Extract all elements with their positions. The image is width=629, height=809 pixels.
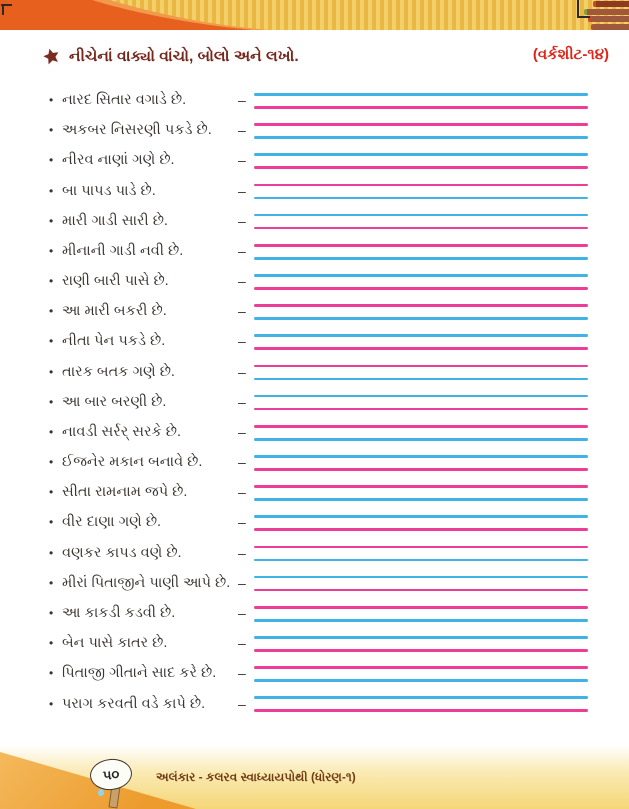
writing-line (254, 317, 588, 320)
sentence-row (0, 598, 629, 628)
dash-separator: – (238, 122, 246, 139)
sentence-text: વીર દાણા ગણે છે. (62, 514, 162, 531)
writing-line (254, 197, 588, 200)
writing-line (254, 515, 588, 518)
sentence-row (0, 236, 629, 266)
writing-lines (254, 145, 588, 175)
writing-line (254, 184, 588, 187)
sentence-row (0, 85, 629, 115)
sentence-row (0, 296, 629, 326)
writing-line (254, 498, 588, 501)
bullet-icon: • (49, 93, 54, 108)
sentence-list (0, 85, 629, 719)
sentence-row (0, 477, 629, 507)
sentence-row (0, 507, 629, 537)
sentence-text: સીતા રામનામ જપે છે. (62, 484, 188, 501)
writing-line (254, 227, 588, 230)
bullet-icon: • (49, 545, 54, 560)
writing-line (254, 274, 588, 277)
writing-lines (254, 417, 588, 447)
bullet-icon: • (49, 123, 54, 138)
bullet-icon: • (49, 636, 54, 651)
bullet-icon: • (49, 696, 54, 711)
book-bar (593, 1, 629, 7)
sentence-text: પિતાજી ગીતાને સાદ કરે છે. (62, 665, 217, 682)
sentence-text: રાણી બારી પાસે છે. (62, 273, 169, 290)
writing-line (254, 455, 588, 458)
writing-lines (254, 628, 588, 658)
bullet-icon: • (49, 153, 54, 168)
sentence-row (0, 688, 629, 718)
book-bar (591, 24, 629, 30)
dash-separator: – (238, 393, 246, 410)
sentence-text: આ બાર બરણી છે. (62, 393, 167, 410)
writing-line (254, 485, 588, 488)
page-number: ૫૦ (102, 765, 120, 783)
writing-line (254, 528, 588, 531)
bullet-icon: • (49, 606, 54, 620)
dash-separator: – (238, 182, 246, 199)
bullet-icon: • (49, 575, 54, 590)
dash-separator: – (238, 695, 246, 712)
writing-line (254, 666, 588, 669)
writing-lines (254, 568, 588, 598)
dash-separator: – (238, 514, 246, 531)
writing-lines (254, 477, 588, 507)
crop-mark (577, 0, 579, 17)
star-icon (42, 47, 61, 66)
writing-line (254, 576, 588, 579)
writing-lines (254, 598, 588, 628)
sentence-text: પરાગ કરવતી વડે કાપે છે. (62, 695, 206, 712)
dash-separator: – (238, 423, 246, 440)
top-band (0, 0, 629, 30)
dash-separator: – (238, 574, 246, 591)
dash-separator: – (238, 273, 246, 290)
worksheet-number-label: (વર્કશીટ-૧૪) (532, 46, 609, 63)
instruction-row (42, 46, 609, 67)
sentence-text: તારક બતક ગણે છે. (62, 363, 175, 380)
dash-separator: – (238, 212, 246, 229)
crop-mark (577, 16, 590, 18)
bullet-icon: • (49, 394, 54, 409)
bullet-icon: • (49, 666, 54, 681)
writing-line (254, 425, 588, 428)
bullet-icon: • (49, 485, 54, 500)
sentence-row (0, 417, 629, 447)
writing-line (254, 395, 588, 398)
book-bar (584, 9, 629, 15)
writing-lines (254, 357, 588, 387)
bullet-icon: • (49, 213, 54, 228)
sentence-row (0, 447, 629, 477)
sentence-text: મીનાની ગાડી નવી છે. (62, 242, 184, 259)
sentence-text: નીતા પેન પકડે છે. (62, 333, 166, 350)
dash-separator: – (238, 605, 246, 621)
bullet-icon: • (49, 183, 54, 198)
sentence-text: મીરાં પિતાજીને પાણી આપે છે. (62, 574, 231, 591)
writing-line (254, 619, 588, 622)
writing-line (254, 214, 588, 217)
sentence-text: આ મારી બકરી છે. (62, 303, 167, 320)
sentence-row (0, 326, 629, 356)
sentence-text: નીરવ નાણાં ગણે છે. (62, 152, 175, 169)
dash-separator: – (238, 635, 246, 652)
crop-mark (2, 4, 4, 15)
sentence-row (0, 538, 629, 568)
dash-separator: – (238, 454, 246, 471)
writing-line (254, 636, 588, 639)
writing-lines (254, 387, 588, 417)
writing-lines (254, 296, 588, 326)
writing-line (254, 153, 588, 156)
sentence-text: નાવડી સર્રર્ સરકે છે. (62, 423, 182, 440)
sentence-row (0, 176, 629, 206)
writing-line (254, 408, 588, 411)
writing-line (254, 334, 588, 337)
bullet-icon: • (49, 304, 54, 319)
writing-lines (254, 266, 588, 296)
sentence-text: નારદ સિતાર વગાડે છે. (62, 92, 187, 109)
writing-line (254, 546, 588, 549)
writing-line (254, 93, 588, 96)
writing-lines (254, 176, 588, 206)
writing-line (254, 589, 588, 592)
writing-lines (254, 326, 588, 356)
book-bar (588, 16, 629, 22)
writing-line (254, 304, 588, 307)
bullet-icon: • (49, 455, 54, 470)
writing-line (254, 106, 588, 109)
writing-lines (254, 507, 588, 537)
dash-separator: – (238, 363, 246, 380)
dash-separator: – (238, 92, 246, 109)
sentence-row (0, 115, 629, 145)
bullet-icon: • (49, 515, 54, 530)
writing-line (254, 365, 588, 368)
writing-lines (254, 206, 588, 236)
writing-lines (254, 447, 588, 477)
dash-separator: – (238, 333, 246, 350)
writing-line (254, 679, 588, 682)
sentence-row (0, 145, 629, 175)
bullet-icon: • (49, 334, 54, 349)
writing-line (254, 136, 588, 139)
sentence-text: બેન પાસે કાતર છે. (62, 635, 168, 652)
dash-separator: – (238, 242, 246, 259)
writing-line (254, 123, 588, 126)
sentence-text: અકબર નિસરણી પકડે છે. (62, 122, 212, 139)
sentence-row (0, 568, 629, 598)
bullet-icon: • (49, 274, 54, 289)
writing-line (254, 378, 588, 381)
dash-separator: – (238, 665, 246, 682)
writing-line (254, 244, 588, 247)
bullet-icon: • (49, 424, 54, 439)
book-title: અલંકાર - કલરવ સ્વાધ્યાયપોથી (ધોરણ-૧) (156, 770, 356, 784)
sentence-text: મારી ગાડી સારી છે. (62, 212, 168, 229)
writing-line (254, 438, 588, 441)
writing-line (254, 559, 588, 562)
sentence-text: ઈજનેર મકાન બનાવે છે. (62, 454, 203, 471)
dash-separator: – (238, 303, 246, 320)
writing-line (254, 166, 588, 169)
writing-line (254, 468, 588, 471)
sentence-row (0, 206, 629, 236)
writing-line (254, 709, 588, 712)
dash-separator: – (238, 544, 246, 561)
writing-lines (254, 115, 588, 145)
writing-lines (254, 688, 588, 718)
sentence-row (0, 628, 629, 658)
dash-separator: – (238, 152, 246, 169)
writing-lines (254, 538, 588, 568)
writing-line (254, 606, 588, 609)
writing-lines (254, 236, 588, 266)
sentence-row (0, 387, 629, 417)
sentence-row (0, 658, 629, 688)
bullet-icon: • (49, 243, 54, 258)
writing-line (254, 287, 588, 290)
writing-line (254, 696, 588, 699)
sentence-row (0, 266, 629, 296)
dash-separator: – (238, 484, 246, 501)
writing-lines (254, 658, 588, 688)
sentence-text: આ કાકડી કડવી છે. (62, 605, 176, 621)
instruction-text: નીચેનાં વાક્યો વાંચો, બોલો અને લખો. (69, 48, 299, 65)
writing-line (254, 257, 588, 260)
sentence-row (0, 357, 629, 387)
bullet-icon: • (49, 364, 54, 379)
sentence-text: વણકર કાપડ વણે છે. (62, 544, 182, 561)
writing-lines (254, 85, 588, 115)
sentence-text: બા પાપડ પાડે છે. (62, 182, 156, 199)
writing-line (254, 649, 588, 652)
water-drop-icon (98, 789, 104, 796)
orange-swoosh (0, 0, 270, 30)
writing-line (254, 347, 588, 350)
